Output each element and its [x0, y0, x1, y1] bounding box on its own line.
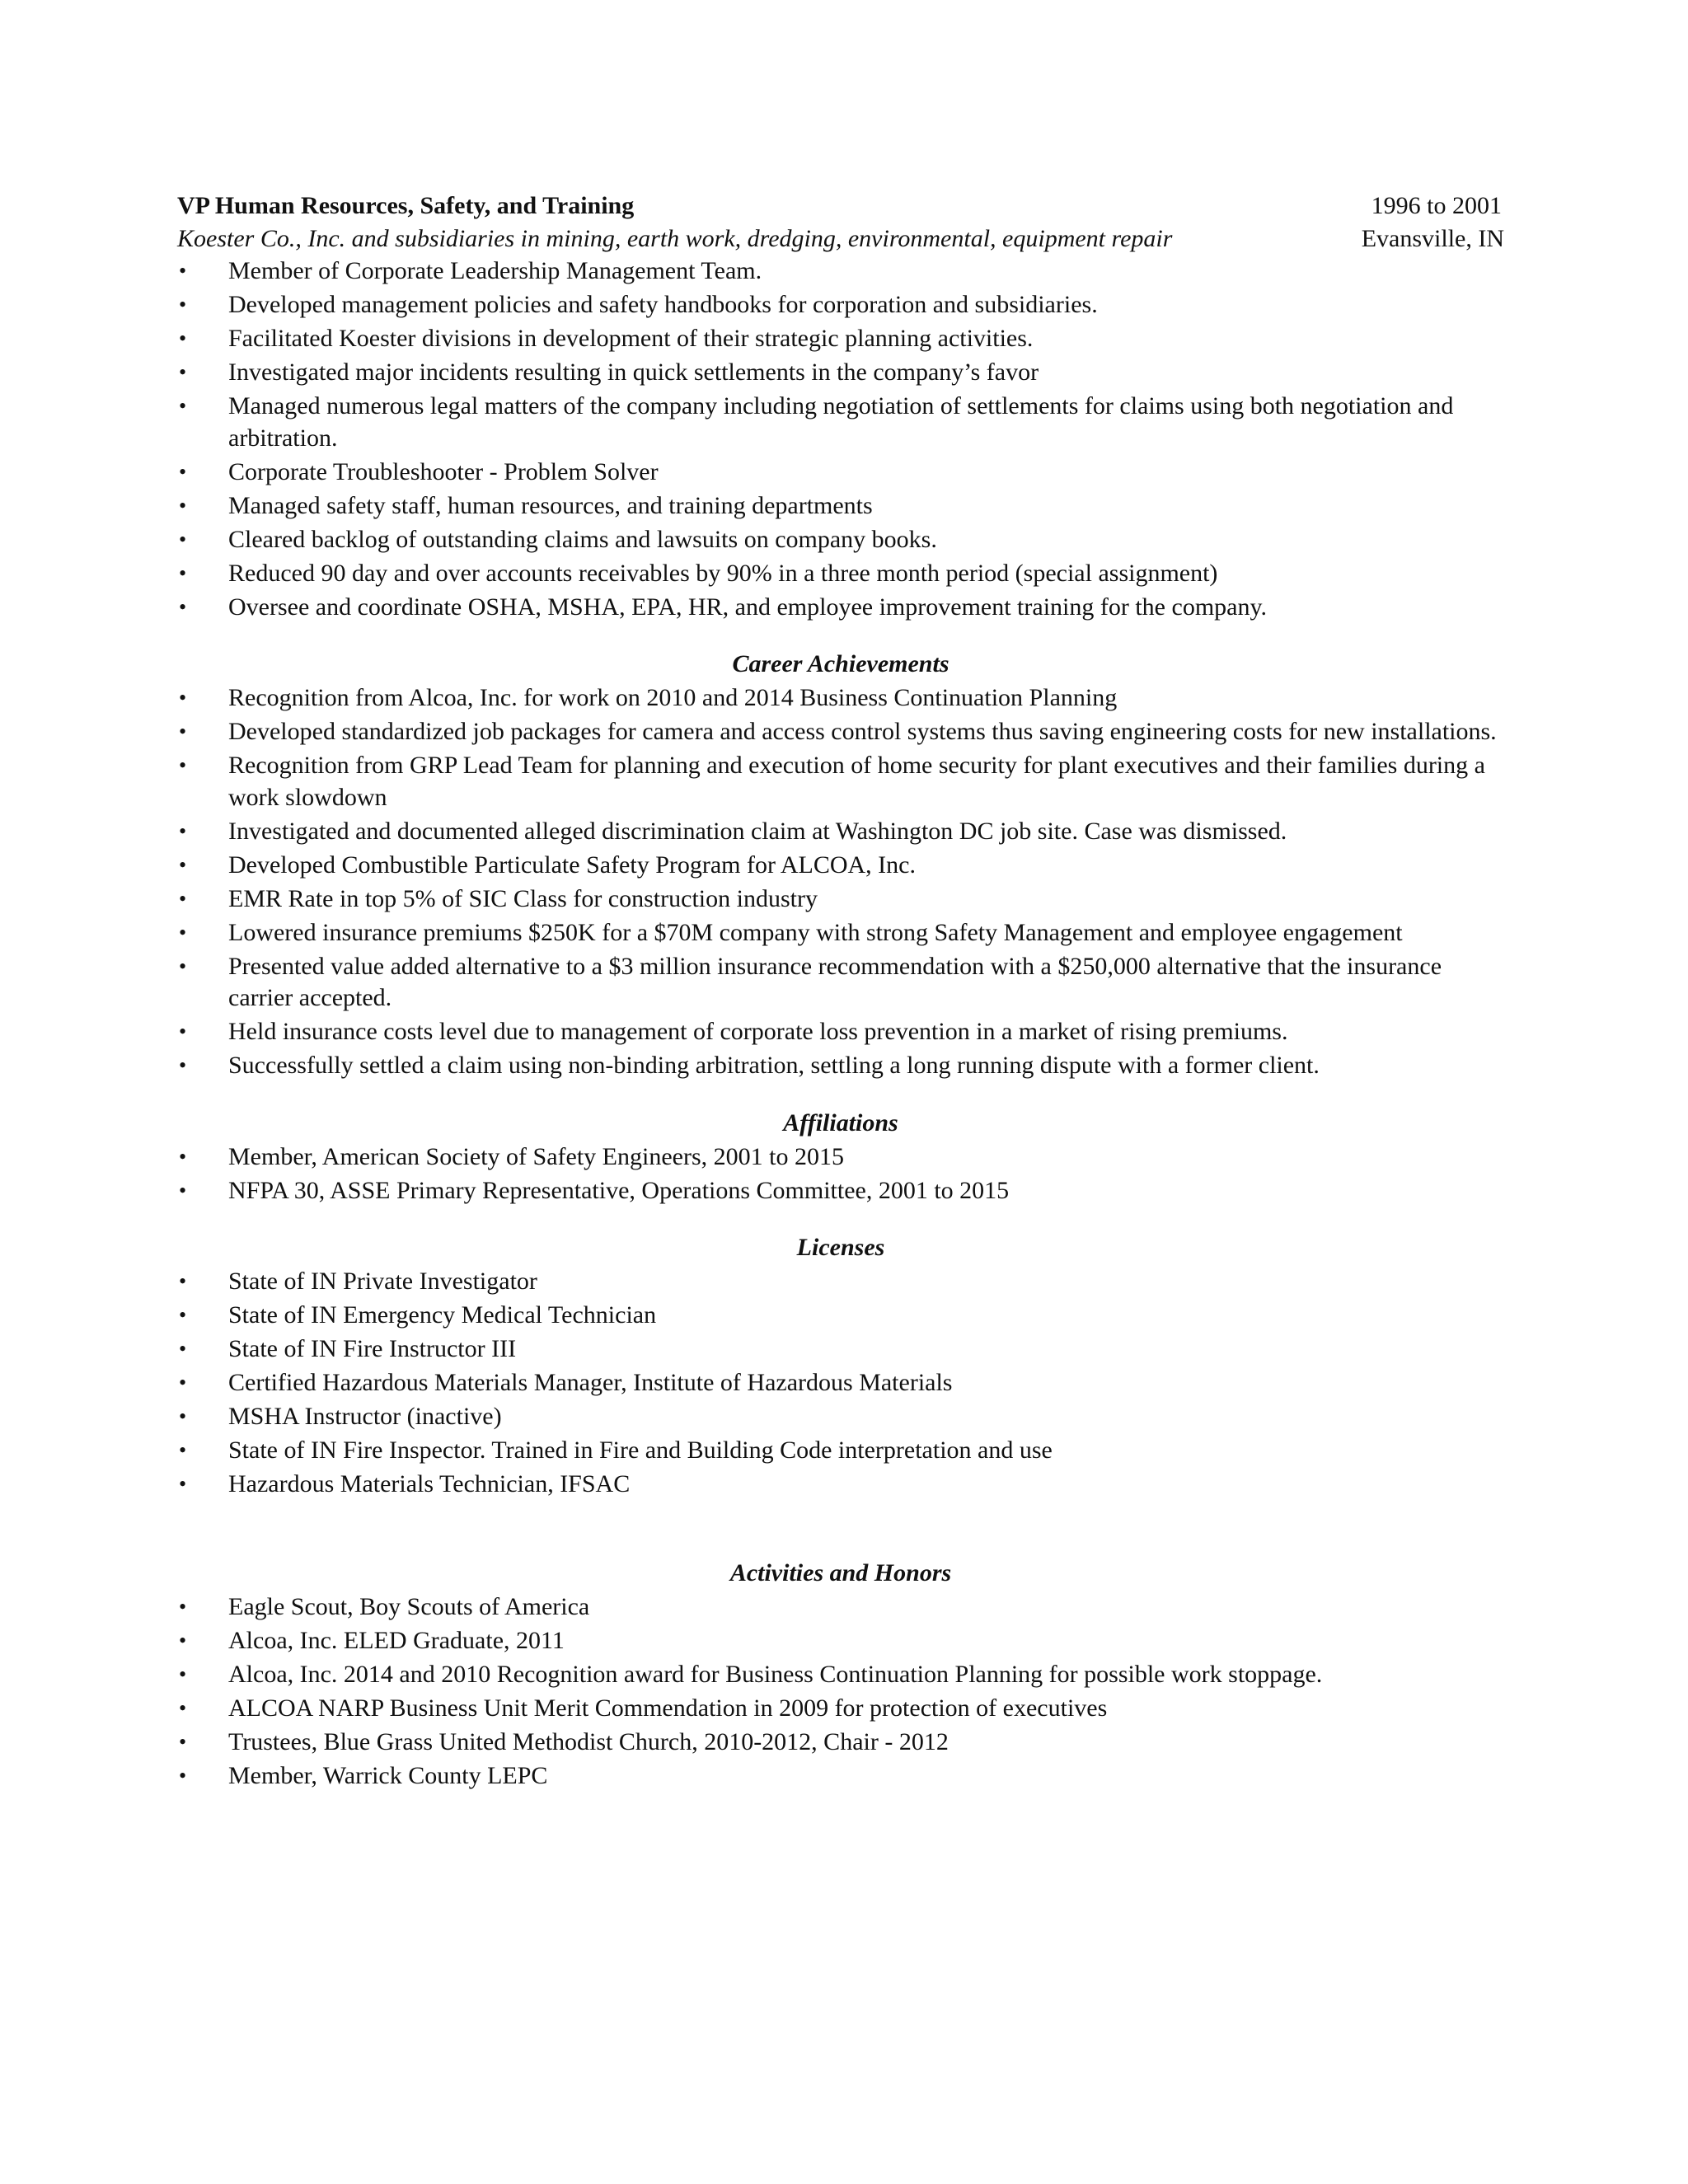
list-item [177, 558, 1504, 590]
list-item-text: Member of Corporate Leadership Management Team. [228, 257, 762, 284]
job-company: Koester Co., Inc. and subsidiaries in mining, earth work, dredging, environmental, equipment repair [177, 225, 1173, 252]
bullet-icon: • [179, 360, 187, 384]
bullet-icon: • [179, 259, 187, 283]
bullet-icon: • [179, 459, 187, 484]
bullet-icon: • [179, 326, 187, 350]
list-item-text: Lowered insurance premiums $250K for a $70M company with strong Safety Management and employee engagement [228, 918, 1403, 946]
list-item-text: Reduced 90 day and over accounts receivables by 90% in a three month period (special assignment) [228, 559, 1218, 587]
list-item [177, 357, 1504, 389]
bullet-icon: • [179, 1337, 187, 1361]
bullet-icon: • [179, 594, 187, 619]
list-item-text: State of IN Fire Instructor III [228, 1335, 517, 1362]
list-item [177, 1469, 1504, 1501]
licenses-list [177, 1266, 1504, 1501]
list-item [177, 816, 1504, 848]
bullet-icon: • [179, 886, 187, 911]
list-item-text: Cleared backlog of outstanding claims and lawsuits on company books. [228, 525, 937, 553]
bullet-icon: • [179, 852, 187, 877]
list-item-text: Oversee and coordinate OSHA, MSHA, EPA, HR, and employee improvement training for the company. [228, 593, 1268, 621]
list-item [177, 1333, 1504, 1366]
bullet-icon: • [179, 1144, 187, 1169]
list-item [177, 1760, 1504, 1793]
job-dates: 1996 to 2001 [1371, 192, 1502, 219]
list-item-text: Facilitated Koester divisions in development of their strategic planning activities. [228, 325, 1034, 352]
bullet-icon: • [179, 527, 187, 551]
list-item [177, 490, 1504, 523]
job-company-line [177, 223, 1504, 255]
bullet-icon: • [179, 1053, 187, 1077]
list-item-text: EMR Rate in top 5% of SIC Class for construction industry [228, 884, 818, 912]
list-item [177, 391, 1504, 454]
list-item-text: Hazardous Materials Technician, IFSAC [228, 1470, 631, 1497]
bullet-icon: • [179, 1371, 187, 1394]
bullet-icon: • [179, 1594, 187, 1619]
list-item-text: Investigated and documented alleged discrimination claim at Washington DC job site. Case was dismissed. [228, 817, 1287, 845]
list-item-text: MSHA Instructor (inactive) [228, 1403, 502, 1430]
bullet-icon: • [179, 1695, 187, 1720]
job-header [177, 190, 1504, 223]
bullet-icon: • [179, 1303, 187, 1327]
list-item-text: Successfully settled a claim using non-binding arbitration, settling a long running dispute with a former client. [228, 1052, 1320, 1079]
list-item [177, 1266, 1504, 1298]
bullet-icon: • [179, 1472, 187, 1496]
bullet-icon: • [179, 1763, 187, 1788]
bullet-icon: • [179, 1661, 187, 1686]
bullet-icon: • [179, 1729, 187, 1754]
list-item-text: Recognition from GRP Lead Team for planning and execution of home security for plant executives and their families during a work slowdown [228, 752, 1485, 811]
list-item-text: Managed safety staff, human resources, and training departments [228, 491, 873, 519]
list-item [177, 1591, 1504, 1624]
list-item-text: ALCOA NARP Business Unit Merit Commendation in 2009 for protection of executives [228, 1694, 1108, 1722]
job-title: VP Human Resources, Safety, and Training [177, 192, 635, 219]
list-item [177, 255, 1504, 288]
list-item [177, 917, 1504, 949]
affiliations-list [177, 1141, 1504, 1207]
section-heading-licenses: Licenses [796, 1234, 885, 1261]
list-item [177, 457, 1504, 489]
bullet-icon: • [179, 719, 187, 743]
list-item-text: Developed standardized job packages for camera and access control systems thus saving engineering costs for new installations. [228, 718, 1497, 745]
section-heading-activities-and-honors: Activities and Honors [729, 1558, 952, 1586]
list-item [177, 1050, 1504, 1082]
list-item [177, 289, 1504, 321]
list-item-text: NFPA 30, ASSE Primary Representative, Operations Committee, 2001 to 2015 [228, 1176, 1010, 1204]
list-item [177, 1401, 1504, 1433]
list-item-text: Corporate Troubleshooter - Problem Solver [228, 457, 659, 485]
list-item [177, 592, 1504, 624]
bullet-icon: • [179, 560, 187, 585]
list-item-text: Eagle Scout, Boy Scouts of America [228, 1592, 590, 1620]
career-achievements-list [177, 682, 1504, 1082]
section-heading-affiliations: Affiliations [783, 1108, 898, 1137]
list-item [177, 1141, 1504, 1174]
list-item [177, 850, 1504, 882]
bullet-icon: • [179, 1628, 187, 1652]
job-location: Evansville, IN [1361, 225, 1504, 252]
list-item [177, 1175, 1504, 1207]
section-heading-career-achievements: Career Achievements [732, 650, 950, 677]
list-item [177, 1300, 1504, 1332]
job-bullet-list [177, 255, 1504, 623]
list-item-text: Alcoa, Inc. ELED Graduate, 2011 [228, 1626, 565, 1654]
list-item-text: Member, American Society of Safety Engineers, 2001 to 2015 [228, 1142, 844, 1170]
list-item [177, 1659, 1504, 1691]
bullet-icon: • [179, 493, 187, 518]
list-item [177, 750, 1504, 813]
list-item-text: State of IN Private Investigator [228, 1268, 537, 1295]
list-item-text: Developed management policies and safety handbooks for corporation and subsidiaries. [228, 291, 1098, 318]
list-item [177, 1435, 1504, 1467]
resume-page [177, 190, 1504, 1794]
activities-list [177, 1591, 1504, 1793]
bullet-icon: • [179, 1404, 187, 1428]
list-item-text: Alcoa, Inc. 2014 and 2010 Recognition award for Business Continuation Planning for possible work stoppage. [228, 1660, 1323, 1688]
bullet-icon: • [179, 293, 187, 316]
list-item-text: Investigated major incidents resulting in quick settlements in the company’s favor [228, 359, 1039, 386]
bullet-icon: • [179, 818, 187, 843]
list-item [177, 1367, 1504, 1399]
list-item-text: Certified Hazardous Materials Manager, Institute of Hazardous Materials [228, 1369, 953, 1396]
bullet-icon: • [179, 920, 187, 944]
list-item-text: State of IN Emergency Medical Technician [228, 1301, 657, 1329]
list-item [177, 1016, 1504, 1048]
bullet-icon: • [179, 1019, 187, 1043]
bullet-icon: • [179, 394, 187, 418]
list-item-text: State of IN Fire Inspector. Trained in Fire and Building Code interpretation and use [228, 1436, 1053, 1464]
list-item [177, 682, 1504, 715]
list-item-text: Held insurance costs level due to management of corporate loss prevention in a market of rising premiums. [228, 1018, 1288, 1045]
list-item-text: Developed Combustible Particulate Safety Program for ALCOA, Inc. [228, 851, 916, 879]
list-item-text: Presented value added alternative to a $3 million insurance recommendation with a $250,000 alternative that the insurance carrier accepted. [228, 952, 1442, 1011]
bullet-icon: • [179, 1269, 187, 1293]
list-item [177, 951, 1504, 1015]
list-item-text: Recognition from Alcoa, Inc. for work on 2010 and 2014 Business Continuation Planning [228, 684, 1118, 711]
list-item [177, 1693, 1504, 1725]
list-item [177, 1727, 1504, 1759]
list-item [177, 883, 1504, 916]
list-item [177, 716, 1504, 748]
bullet-icon: • [179, 1438, 187, 1462]
bullet-icon: • [179, 753, 187, 777]
list-item [177, 524, 1504, 556]
bullet-icon: • [179, 686, 187, 710]
bullet-icon: • [179, 954, 187, 978]
list-item-text: Trustees, Blue Grass United Methodist Church, 2010-2012, Chair - 2012 [228, 1727, 949, 1755]
list-item [177, 1625, 1504, 1657]
bullet-icon: • [179, 1178, 187, 1202]
list-item-text: Managed numerous legal matters of the company including negotiation of settlements for claims using both negotiation and arbitration. [228, 392, 1454, 452]
list-item [177, 323, 1504, 355]
list-item-text: Member, Warrick County LEPC [228, 1761, 548, 1789]
